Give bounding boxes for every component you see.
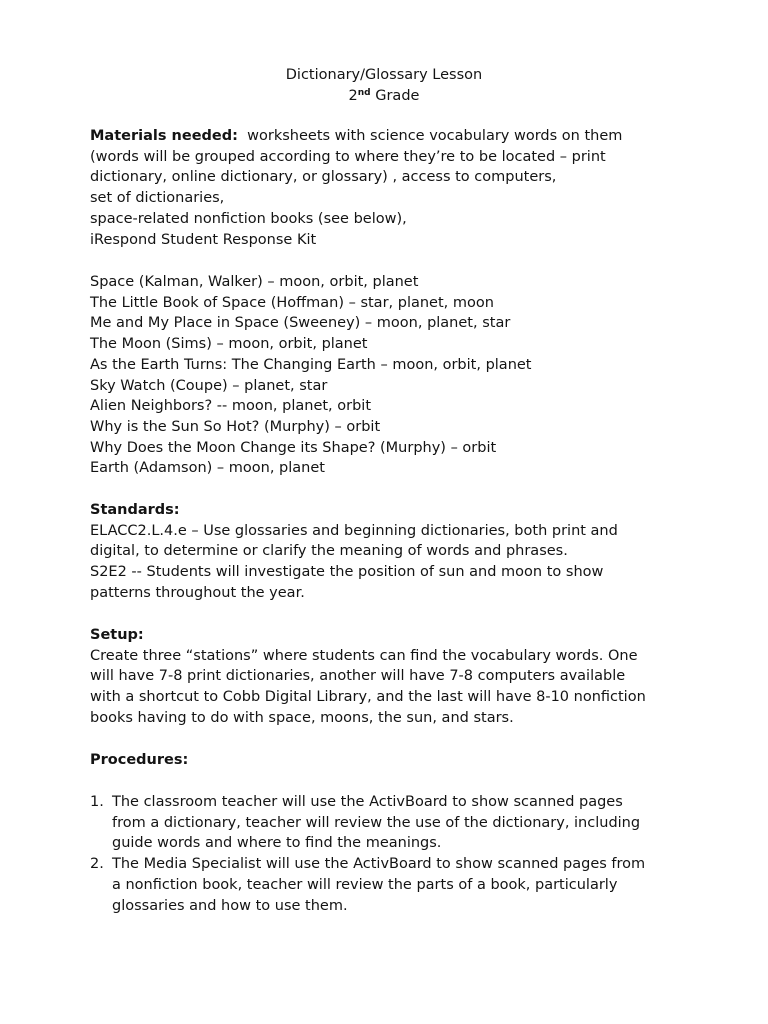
standards-section [90,500,690,604]
materials-line: worksheets with science vocabulary words on them [247,128,623,144]
materials-line: dictionary, online dictionary, or glossary) , access to computers, [90,169,557,186]
book-list-item: The Moon (Sims) – moon, orbit, planet [90,336,368,353]
materials-line: (words will be grouped according to where they’re to be located – print [90,148,606,165]
title-line: Dictionary/Glossary Lesson [285,67,483,83]
book-list-item: The Little Book of Space (Hoffman) – star, planet, moon [90,294,494,311]
procedure-line: The Media Specialist will use the ActivBoard to show scanned pages from [112,856,646,873]
grade-ordinal-suffix: nd [357,87,371,98]
procedures-heading: Procedures: [90,752,189,768]
procedure-line: a nonfiction book, teacher will review the parts of a book, particularly [112,876,618,893]
procedure-item [90,792,690,854]
procedure-number: 2. [90,856,104,873]
procedures-heading-block [90,750,690,771]
procedure-line: guide words and where to find the meanings. [112,835,442,852]
book-list-item: Space (Kalman, Walker) – moon, orbit, planet [90,274,419,290]
book-list-item: Me and My Place in Space (Sweeney) – moon, planet, star [90,315,511,332]
book-list-item: Why Does the Moon Change its Shape? (Murphy) – orbit [90,439,497,456]
materials-line: set of dictionaries, [90,190,225,207]
setup-line: will have 7-8 print dictionaries, another will have 7-8 computers available [90,668,626,685]
standards-line: patterns throughout the year. [90,584,305,601]
materials-line: iRespond Student Response Kit [90,231,317,248]
grade-word: Grade [375,87,420,104]
procedure-item [90,854,690,916]
setup-section [90,625,690,729]
materials-first-line [90,126,690,147]
materials-line: space-related nonfiction books (see below), [90,210,407,227]
setup-line: Create three “stations” where students can find the vocabulary words. One [90,647,638,664]
procedures-list [90,792,690,916]
standards-line: S2E2 -- Students will investigate the position of sun and moon to show [90,564,604,581]
procedure-line: The classroom teacher will use the ActivBoard to show scanned pages [112,794,623,810]
document-title [0,65,768,106]
materials-section [90,126,690,250]
book-list [90,272,690,479]
book-list-item: Earth (Adamson) – moon, planet [90,460,325,477]
materials-heading: Materials needed: [90,128,238,144]
setup-line: books having to do with space, moons, the sun, and stars. [90,709,514,726]
book-list-item: Alien Neighbors? -- moon, planet, orbit [90,398,372,415]
standards-line: ELACC2.L.4.e – Use glossaries and beginning dictionaries, both print and [90,522,618,539]
standards-line: digital, to determine or clarify the meaning of words and phrases. [90,543,568,560]
grade-line [0,86,768,107]
standards-heading: Standards: [90,502,180,518]
procedure-line: from a dictionary, teacher will review the use of the dictionary, including [112,814,641,831]
book-list-item: Sky Watch (Coupe) – planet, star [90,377,328,394]
book-list-item: As the Earth Turns: The Changing Earth – moon, orbit, planet [90,356,532,373]
grade-number: 2 [348,87,358,104]
setup-heading: Setup: [90,627,144,643]
book-list-item: Why is the Sun So Hot? (Murphy) – orbit [90,418,381,435]
setup-line: with a shortcut to Cobb Digital Library, and the last will have 8-10 nonfiction [90,689,646,706]
procedure-number: 1. [90,794,104,810]
procedure-line: glossaries and how to use them. [112,897,348,914]
